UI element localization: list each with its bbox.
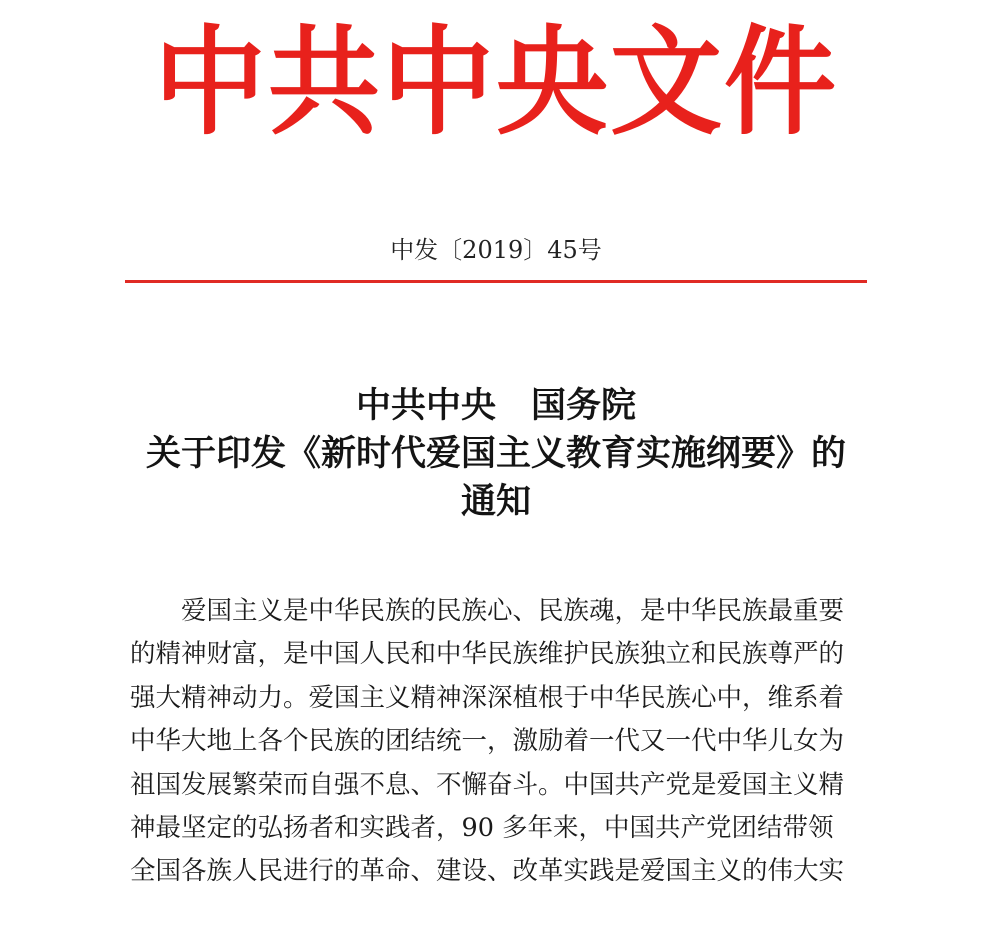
body-paragraph bbox=[130, 590, 870, 894]
body-line: 祖国发展繁荣而自强不息、不懈奋斗。中国共产党是爱国主义精 bbox=[130, 769, 845, 800]
title-line-issuers: 中共中央 国务院 bbox=[355, 386, 636, 426]
body-line: 爱国主义是中华民族的民族心、民族魂，是中华民族最重要 bbox=[181, 596, 845, 626]
title-line-notice: 通知 bbox=[460, 482, 531, 522]
body-line: 中华大地上各个民族的团结统一，激励着一代又一代中华儿女为 bbox=[130, 726, 845, 757]
body-line: 神最坚定的弘扬者和实践者，90 多年来，中国共产党团结带领 bbox=[130, 812, 834, 843]
body-line: 的精神财富，是中国人民和中华民族维护民族独立和民族尊严的 bbox=[130, 639, 845, 670]
body-line: 全国各族人民进行的革命、建设、改革实践是爱国主义的伟大实 bbox=[130, 856, 845, 887]
document-number: 中发〔2019〕45号 bbox=[390, 236, 602, 264]
body-line: 强大精神动力。爱国主义精神深深植根于中华民族心中，维系着 bbox=[130, 682, 845, 713]
document-masthead: 中共中央文件 bbox=[154, 13, 838, 152]
red-divider-line bbox=[125, 280, 867, 283]
document-title bbox=[0, 382, 992, 526]
title-line-subject: 关于印发《新时代爱国主义教育实施纲要》的 bbox=[145, 434, 846, 474]
